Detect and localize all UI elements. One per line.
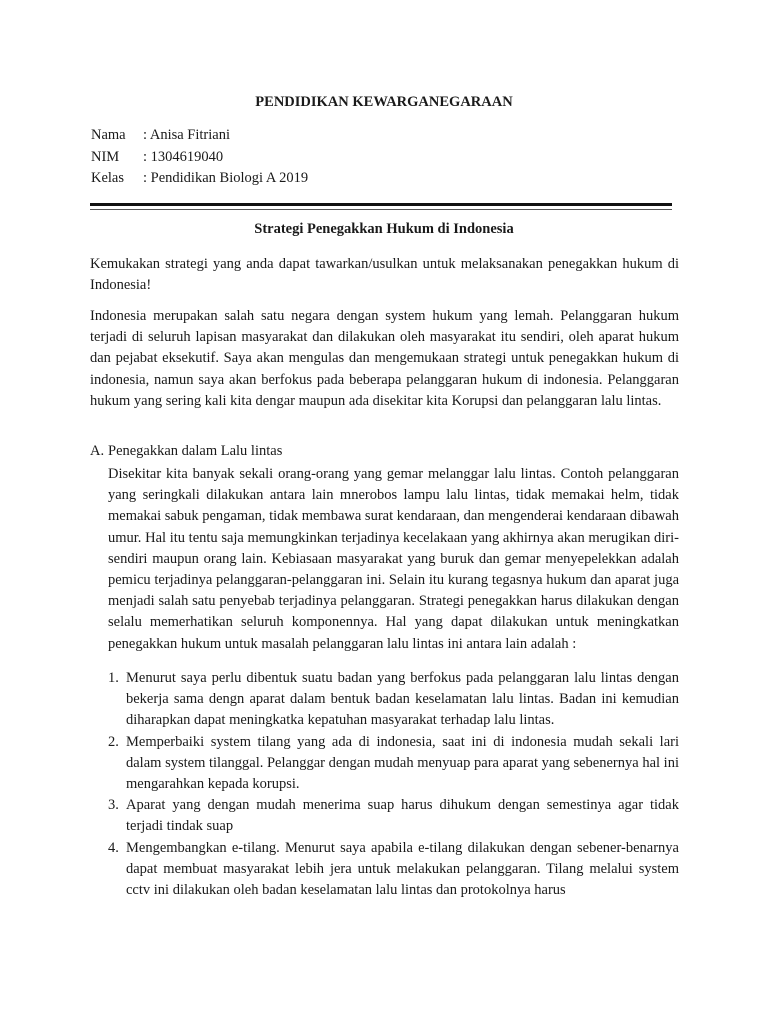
info-value: : Pendidikan Biologi A 2019 <box>143 170 309 186</box>
document-title: PENDIDIKAN KEWARGANEGARAAN <box>255 94 513 110</box>
document-subtitle: Strategi Penegakkan Hukum di Indonesia <box>254 221 514 237</box>
info-label: Nama <box>91 127 126 143</box>
list-item <box>108 838 679 902</box>
list-item-number: 1. <box>108 670 119 686</box>
list-item-text: Memperbaiki system tilang yang ada di indonesia, saat ini di indonesia mudah sekali lari dalam system tilanggal. Pelanggar dengan mudah menyuap para aparat yang sebenernya hal ini mengarahkan kepada korupsi. <box>126 733 679 793</box>
list-item <box>108 795 679 837</box>
section-body-paragraph: Disekitar kita banyak sekali orang-orang yang gemar melanggar lalu lintas. Contoh pelanggaran yang seringkali dilakukan antara lain mnerobos lampu lalu lintas, tidak memakai helm, tidak memakai sabuk pengaman, tidak membawa surat kendaraan, dan mengenderai kendaraan dibawah umur. Hal itu tentu saja memungkinkan terjadinya kecelakaan yang akhirnya akan merugikan diri-sendiri maupun orang lain. Kebiasaan masyarakat yang buruk dan gemar menyepelekkan adalah pemicu terjadinya pelanggaran-pelanggaran ini. Selain itu kurang tegasnya hukum dan aparat juga menjadi salah satu penyebab terjadinya pelanggaran. Strategi penegakkan harus dilakukan dengan selalu memerhatikan seluruh komponennya. Hal yang dapat dilakukan untuk meningkatkan penegakkan hukum untuk masalah pelanggaran lalu lintas ini antara lain adalah : <box>108 466 679 652</box>
list-item-text: Aparat yang dengan mudah menerima suap harus dihukum dengan semestinya agar tidak terjadi tindak suap <box>126 797 679 835</box>
question-paragraph: Kemukakan strategi yang anda dapat tawarkan/usulkan untuk melaksanakan penegakkan hukum di Indonesia! <box>90 256 679 294</box>
section-heading-text: Penegakkan dalam Lalu lintas <box>108 443 283 459</box>
intro-paragraph: Indonesia merupakan salah satu negara dengan system hukum yang lemah. Pelanggaran hukum terjadi di seluruh lapisan masyarakat dan dilakukan oleh masyarakat itu sendiri, oleh aparat hukum dan pejabat eksekutif. Saya akan mengulas dan mengemukaan strategi untuk penegakkan hukum di indonesia, namun saya akan berfokus pada beberapa pelanggaran hukum di indonesia. Pelanggaran hukum yang sering kali kita dengar maupun ada disekitar kita Korupsi dan pelanggaran lalu lintas. <box>90 308 679 409</box>
strategy-list <box>108 668 679 901</box>
info-label: Kelas <box>91 170 125 186</box>
list-item-text: Menurut saya perlu dibentuk suatu badan yang berfokus pada pelanggaran lalu lintas dengan bekerja sama dengn aparat dalam bentuk badan keselamatan lalu lintas. Badan ini kemudian diharapkan dapat meningkatka kepatuhan masyarakat terhadap lalu lintas. <box>126 670 679 729</box>
info-row-kelas <box>91 168 308 190</box>
divider-thin <box>90 209 672 210</box>
list-item <box>108 668 679 732</box>
list-item <box>108 732 679 796</box>
list-item-number: 2. <box>108 733 119 750</box>
list-item-number: 3. <box>108 797 119 814</box>
list-item-text: Mengembangkan e-tilang. Menurut saya apabila e-tilang dilakukan dengan sebener-benarnya dapat membuat masyarakat lebih jera untuk melakukan pelanggaran. Tilang melalui system cctv ini dilakukan oleh badan keselamatan lalu lintas dan protokolnya harus <box>126 839 679 899</box>
info-label: NIM <box>91 148 120 165</box>
divider-thick <box>90 203 672 206</box>
section-letter: A. <box>90 443 105 459</box>
info-value: : Anisa Fitriani <box>143 127 230 143</box>
info-row-nim <box>91 147 308 169</box>
section-heading <box>90 443 282 460</box>
student-info <box>91 125 308 190</box>
info-value: : 1304619040 <box>143 148 224 165</box>
info-row-name <box>91 125 308 147</box>
list-item-number: 4. <box>108 839 119 856</box>
